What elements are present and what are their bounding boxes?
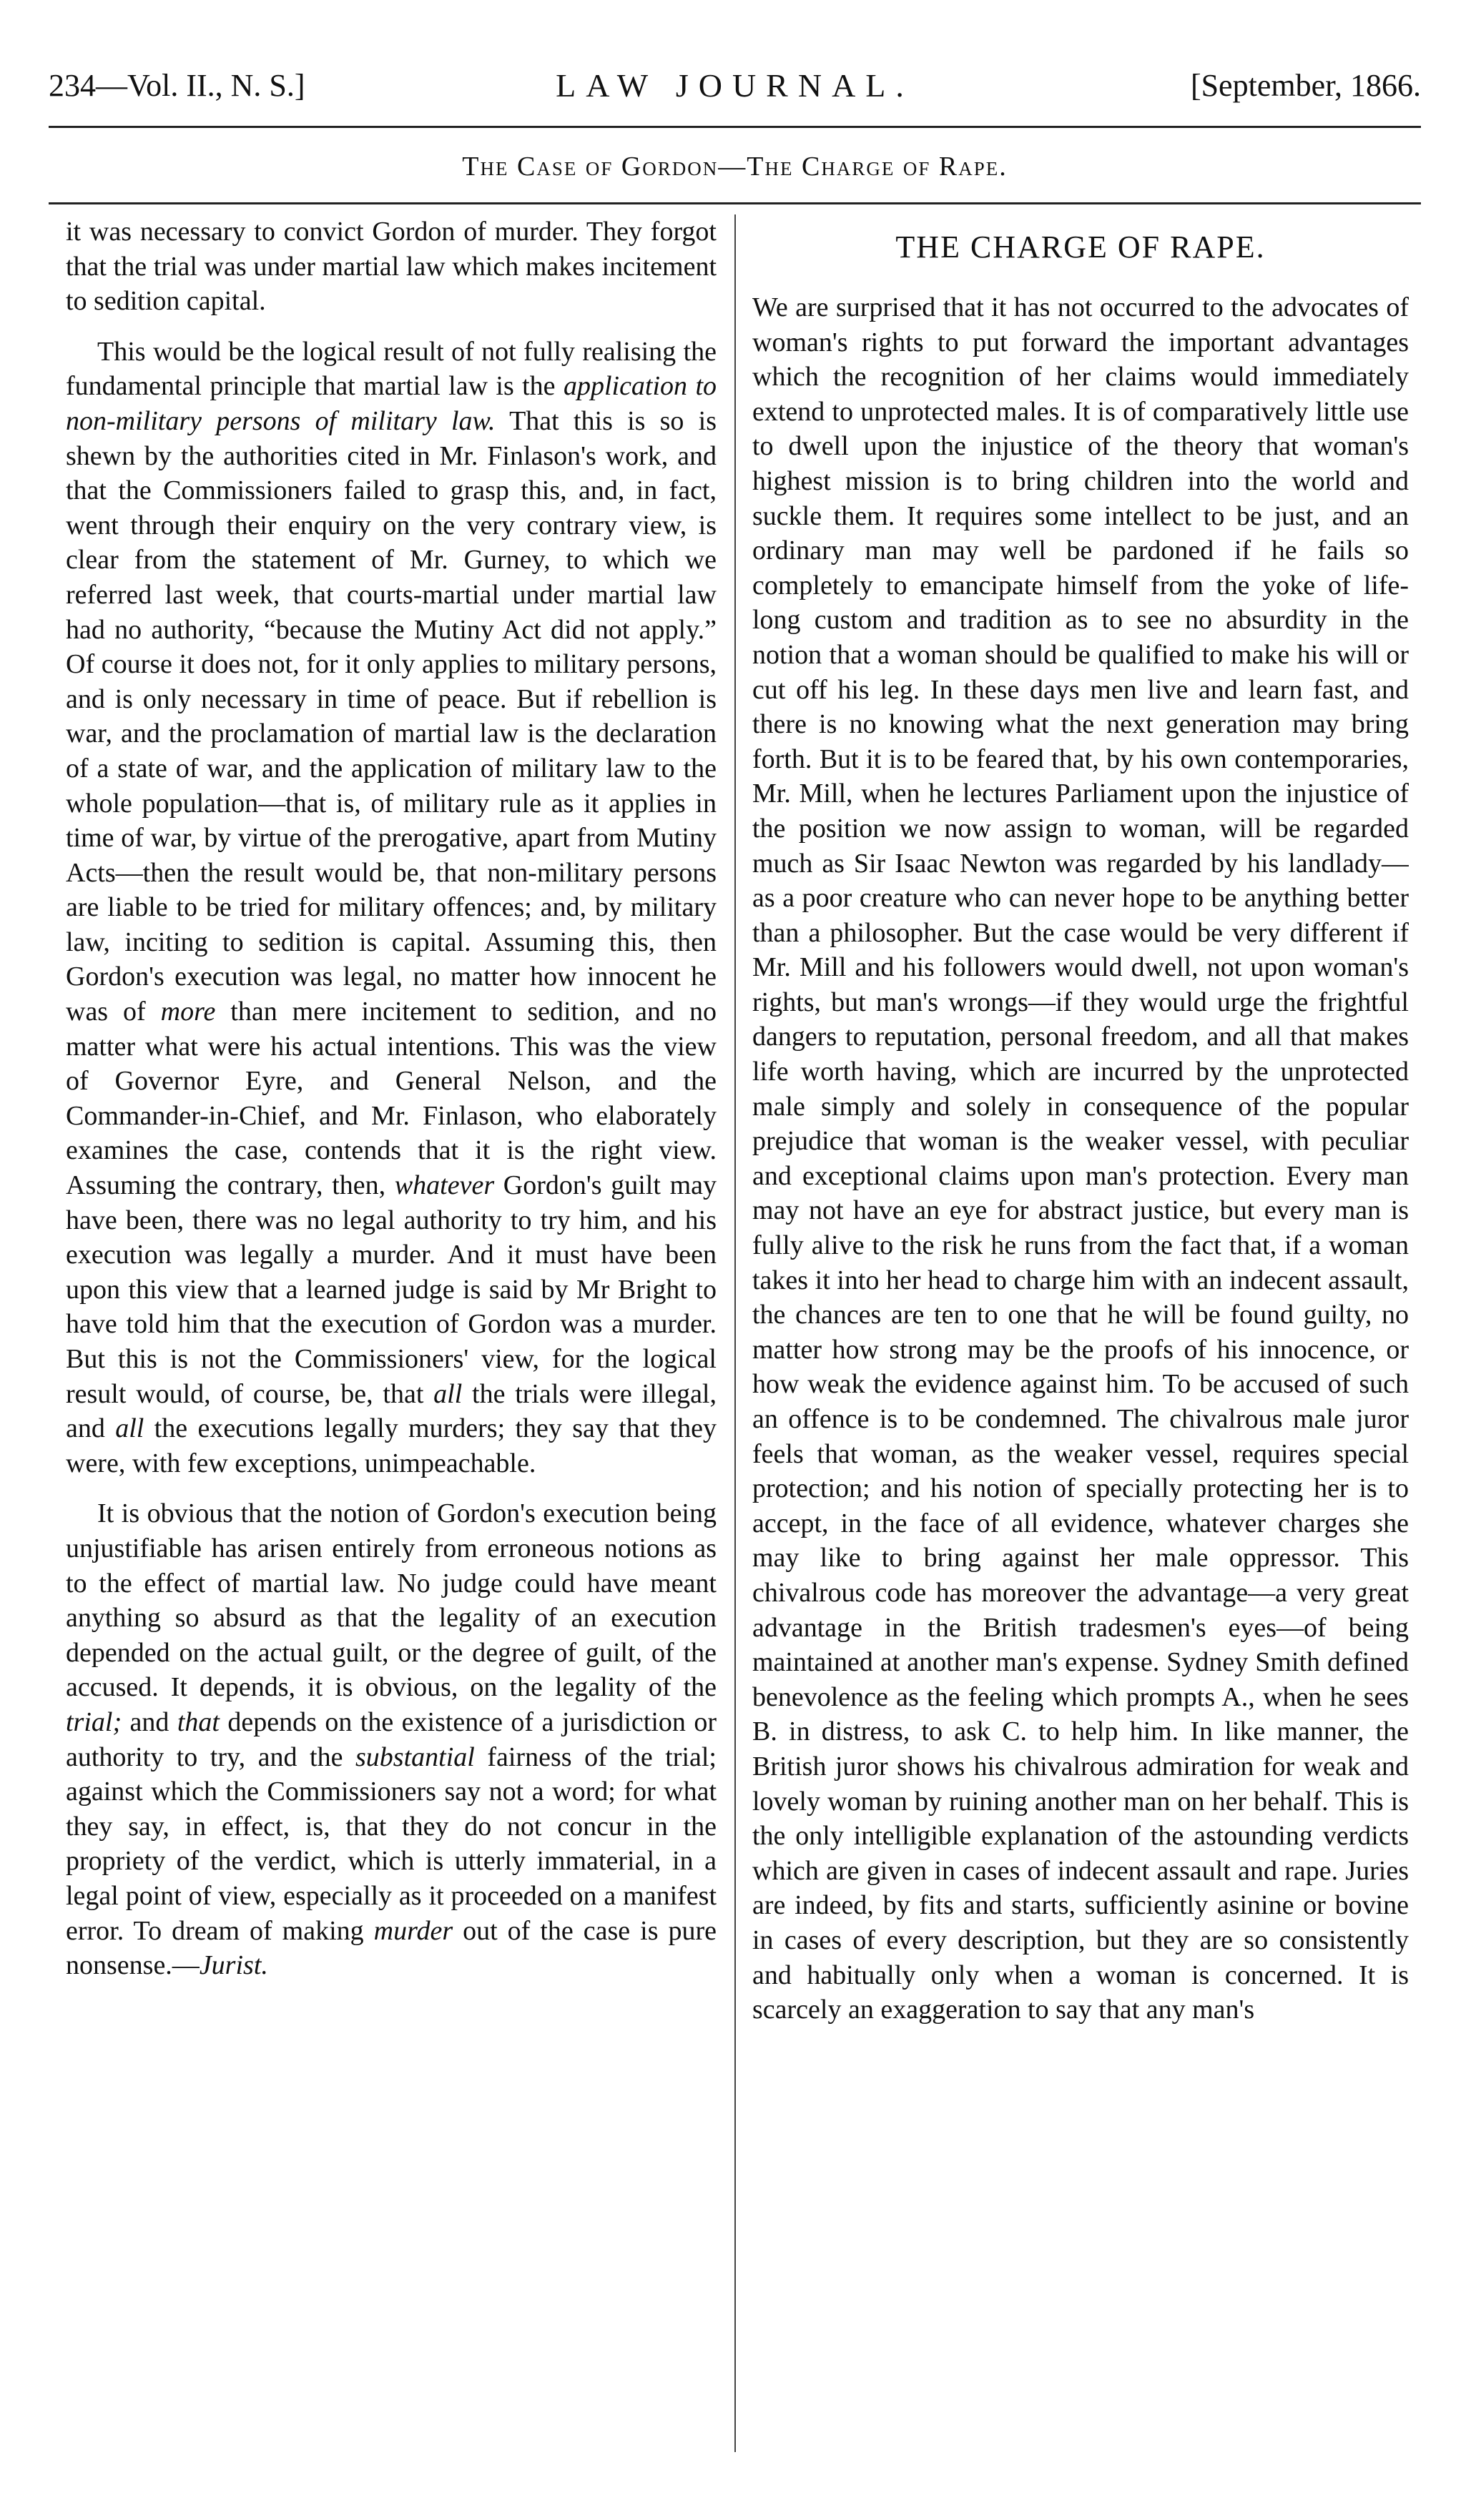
left-column	[66, 214, 717, 2449]
header-rule-top	[49, 126, 1421, 128]
article-title: THE CHARGE OF RAPE.	[895, 229, 1266, 265]
paragraph-logical-result: This would be the logical result of not fully realising the fundamental principle that martial law is the application to non-military persons of military law. That this is so is shewn by the authorities cited in Mr. Finlason's work, and that the Commissioners failed to grasp this, and, in fact, went through their enquiry on the very contrary view, is clear from the statement of Mr. Gurney, to which we referred last week, that courts-martial under martial law had no authority, “because the Mutiny Act did not apply.” Of course it does not, for it only applies to military persons, and is only necessary in time of peace. But if rebellion is war, and the proclamation of martial law is the declaration of a state of war, and the application of military law to the whole population—that is, of military rule as it applies in time of war, by virtue of the prerogative, apart from Mutiny Acts—then the result would be, that non-military persons are liable to be tried for military offences; and, by military law, inciting to sedition is capital. Assuming this, then Gordon's execution was legal, no matter how innocent he was of more than mere incitement to sedition, and no matter what were his actual intentions. This was the view of Governor Eyre, and General Nelson, and the Commander-in-Chief, and Mr. Finlason, who elaborately examines the case, contends that it is the right view. Assuming the contrary, then, whatever Gordon's guilt may have been, there was no legal authority to try him, and his execution was legally a murder. And it must have been upon this view that a learned judge is said by Mr Bright to have told him that the execution of Gordon was a murder. But this is not the Commissioners' view, for the logical result would, of course, be, that all the trials were illegal, and all the executions legally murders; they say that they were, with few exceptions, unimpeachable.	[66, 336, 717, 1478]
right-column	[752, 214, 1409, 2449]
paragraph-opening: We are surprised that it has not occurred to the advocates of woman's rights to put forward the important advantages which the recognition of her claims would immediately extend to unprotected males. It is of comparatively little use to dwell upon the injustice of the theory that woman's highest mission is to bring children into the world and suckle them. It requires some intellect to be just, and an ordinary man may well be pardoned if he fails so completely to emancipate himself from the yoke of life-long custom and tradition as to see no absurdity in the notion that a woman should be qualified to make his will or cut off his leg. In these days men live and learn fast, and there is no knowing what the next generation may bring forth. But it is to be feared that, by his own contemporaries, Mr. Mill, when he lectures Parliament upon the injustice of the position we now assign to woman, will be regarded much as Sir Isaac Newton was regarded by his landlady—as a poor creature who can never hope to be anything better than a philosopher. But the case would be very different if Mr. Mill and his followers would dwell, not upon woman's rights, but man's wrongs—if they would urge the frightful dangers to reputation, personal freedom, and all that makes life worth having, which are incurred by the unprotected male simply and solely in consequence of the popular prejudice that woman is the weaker vessel, with peculiar and exceptional claims upon man's protection. Every man may not have an eye for abstract justice, but every man is fully alive to the risk he runs from the fact that, if a woman takes it into her head to charge him with an indecent assault, the chances are ten to one that he will be found guilty, no matter how strong may be the proofs of his innocence, or how weak the evidence against him. To be accused of such an offence is to be condemned. The chivalrous male juror feels that woman, as the weaker vessel, requires special protection; and his notion of specially protecting her is to accept, in the face of all evidence, whatever charges she may like to bring against her male oppressor. This chivalrous code has moreover the advantage—a very great advantage in the British tradesmen's eyes—of being maintained at another man's expense. Sydney Smith defined benevolence as the feeling which prompts A., when he sees B. in distress, to ask C. to help him. In like manner, the British juror shows his chivalrous admiration for weak and lovely woman by ruining another man on her behalf. This is the only intelligible explanation of the astounding verdicts which are given in cases of indecent assault and rape. Juries are indeed, by fits and starts, sufficiently asinine or bovine in cases of every description, but they are so consistently and habitually only when a woman is concerned. It is scarcely an exaggeration to say that any man's	[752, 292, 1409, 2025]
header-rule-bottom	[49, 202, 1421, 204]
page-number-volume: 234—Vol. II., N. S.]	[49, 68, 305, 103]
section-subhead: The Case of Gordon—The Charge of Rape.	[462, 152, 1008, 182]
paragraph-obvious-notion: It is obvious that the notion of Gordon's execution being unjustifiable has arisen entirely from erroneous notions as to the effect of martial law. No judge could have meant anything so absurd as that the legality of an execution depended on the actual guilt, or the degree of guilt, of the accused. It depends, it is obvious, on the legality of the trial; and that depends on the existence of a jurisdiction or authority to try, and the substantial fairness of the trial; against which the Commissioners say not a word; for what they say, in effect, is, that they do not concur in the propriety of the verdict, which is utterly immaterial, in a legal point of view, especially as it proceeded on a manifest error. To dream of making murder out of the case is pure nonsense.—Jurist.	[66, 1498, 717, 1981]
paragraph-continued: it was necessary to convict Gordon of murder. They forgot that the trial was under martial law which makes incitement to sedition capital.	[66, 217, 717, 317]
column-divider	[734, 214, 736, 2452]
running-header	[49, 63, 1421, 113]
journal-title: LAW JOURNAL.	[556, 67, 914, 104]
issue-date: [September, 1866.	[1190, 68, 1421, 103]
